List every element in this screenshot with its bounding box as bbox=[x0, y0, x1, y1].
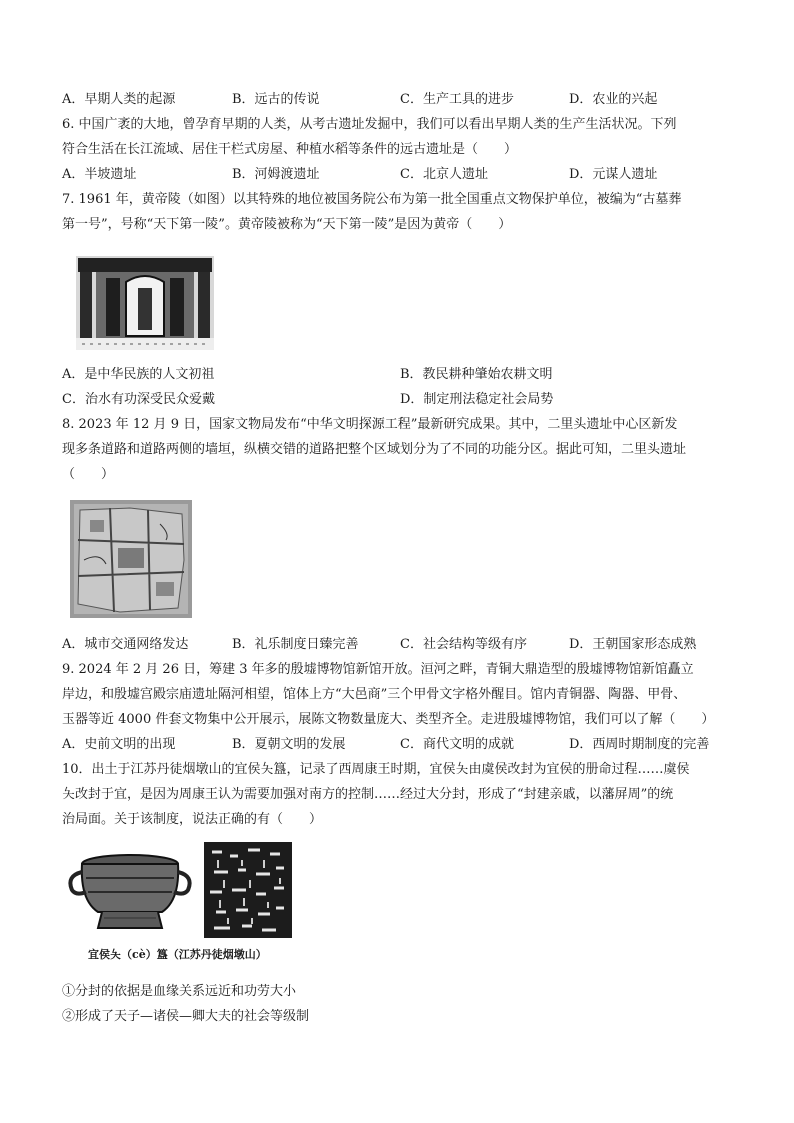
q9-stem-line-3: 玉器等近 4000 件套文物集中公开展示，展陈文物数量庞大、类型齐全。走进殷墟博物馆，我们可以了解（ ） bbox=[62, 712, 715, 727]
q6-option-b: B．河姆渡遗址 bbox=[232, 167, 320, 182]
q6-option-a: A．半坡遗址 bbox=[62, 167, 137, 182]
q9-stem-line-1: 9. 2024 年 2 月 26 日，筹建 3 年多的殷墟博物馆新馆开放。洹河之畔，青铜大鼎造型的殷墟博物馆新馆矗立 bbox=[62, 662, 694, 677]
q8-stem-line-2: 现多条道路和道路两侧的墙垣，纵横交错的道路把整个区域划分为了不同的功能分区。据此可知，二里头遗址 bbox=[62, 442, 687, 457]
q8-option-a: A．城市交通网络发达 bbox=[62, 637, 189, 652]
q7-option-b: B．教民耕种肇始农耕文明 bbox=[400, 367, 553, 382]
q9-option-b: B．夏朝文明的发展 bbox=[232, 737, 346, 752]
q8-option-d: D．王朝国家形态成熟 bbox=[569, 637, 697, 652]
q7-stem-line-2: 第一号”，号称“天下第一陵”。黄帝陵被称为“天下第一陵”是因为黄帝（ ） bbox=[62, 217, 512, 232]
q5-option-d: D．农业的兴起 bbox=[569, 92, 658, 107]
q7-option-a: A．是中华民族的人文初祖 bbox=[62, 367, 215, 382]
q10-stem-line-1: 10．出土于江苏丹徒烟墩山的宜侯夨簋，记录了西周康王时期，宜侯夨由虞侯改封为宜侯的册命过程……虞侯 bbox=[62, 762, 690, 777]
figure-caption: 宜侯夨（cè）簋（江苏丹徒烟墩山） bbox=[88, 948, 267, 961]
q10-statement-1: ①分封的依据是血缘关系远近和功劳大小 bbox=[62, 984, 297, 999]
q8-stem-line-3: （ ） bbox=[62, 467, 115, 482]
q6-option-d: D．元谋人遗址 bbox=[569, 167, 658, 182]
q6-stem-line-1: 6. 中国广袤的大地，曾孕育早期的人类，从考古遗址发掘中，我们可以看出早期人类的生产生活状况。下列 bbox=[62, 117, 677, 132]
q9-option-a: A．史前文明的出现 bbox=[62, 737, 176, 752]
q5-option-b: B．远古的传说 bbox=[232, 92, 320, 107]
bronze-gui-vessel-photo bbox=[64, 846, 196, 936]
q6-option-c: C．北京人遗址 bbox=[400, 167, 488, 182]
q9-stem-line-2: 岸边，和殷墟宫殿宗庙遗址隔河相望，馆体上方“大邑商”三个甲骨文字格外醒目。馆内青铜器、陶器、甲骨、 bbox=[62, 687, 687, 702]
q7-option-c: C．治水有功深受民众爱戴 bbox=[62, 392, 215, 407]
q10-stem-line-2: 夨改封于宜，是因为周康王认为需要加强对南方的控制……经过大分封，形成了“封建亲戚，以藩屏周”的统 bbox=[62, 787, 674, 802]
q8-option-b: B．礼乐制度日臻完善 bbox=[232, 637, 359, 652]
q5-option-a: A．早期人类的起源 bbox=[62, 92, 176, 107]
q10-stem-line-3: 治局面。关于该制度，说法正确的有（ ） bbox=[62, 812, 323, 827]
erlitou-site-map bbox=[70, 500, 192, 618]
q8-stem-line-1: 8. 2023 年 12 月 9 日，国家文物局发布“中华文明探源工程”最新研究成果。其中，二里头遗址中心区新发 bbox=[62, 417, 678, 432]
q9-option-d: D．西周时期制度的完善 bbox=[569, 737, 710, 752]
q10-statement-2: ②形成了天子—诸侯—卿大夫的社会等级制 bbox=[62, 1009, 310, 1024]
huangdi-mausoleum-photo bbox=[76, 256, 214, 350]
inscription-rubbing bbox=[204, 842, 292, 938]
q8-option-c: C．社会结构等级有序 bbox=[400, 637, 527, 652]
q7-stem-line-1: 7. 1961 年，黄帝陵（如图）以其特殊的地位被国务院公布为第一批全国重点文物保护单位，被编为“古墓葬 bbox=[62, 192, 682, 207]
q5-option-c: C．生产工具的进步 bbox=[400, 92, 514, 107]
q9-option-c: C．商代文明的成就 bbox=[400, 737, 514, 752]
q6-stem-line-2: 符合生活在长江流域、居住干栏式房屋、种植水稻等条件的远古遗址是（ ） bbox=[62, 142, 518, 157]
q7-option-d: D．制定刑法稳定社会局势 bbox=[400, 392, 554, 407]
